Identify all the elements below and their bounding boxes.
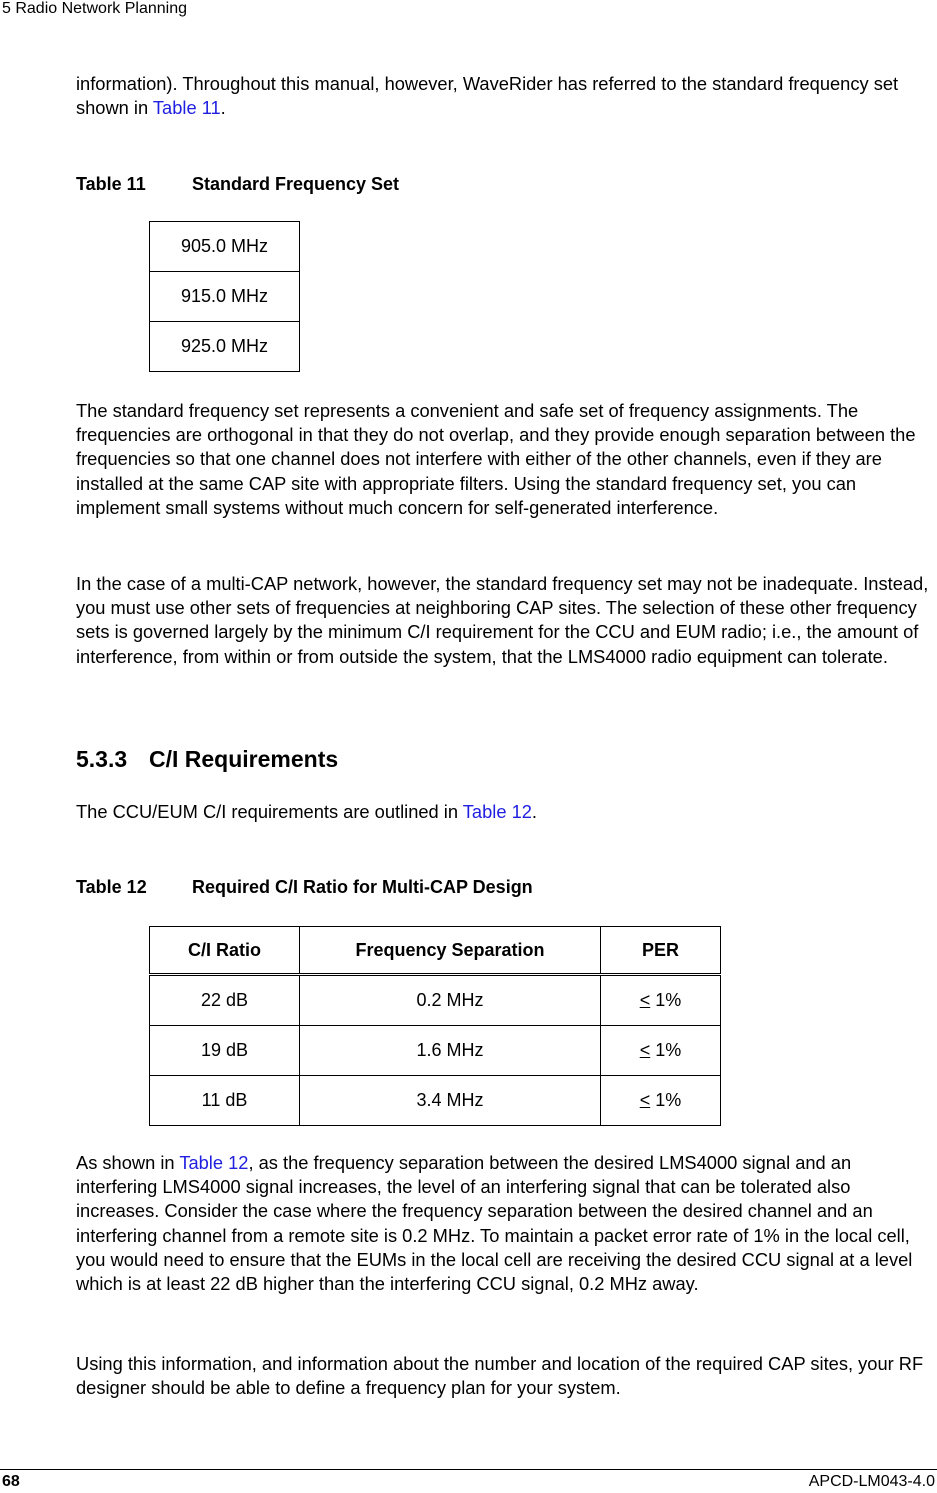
- frequency-cell: 915.0 MHz: [150, 272, 300, 322]
- paragraph-conclusion: Using this information, and information about the number and location of the required CAP sites, your RF designer should be able to define a frequency plan for your system.: [76, 1353, 924, 1399]
- per-cell: < 1%: [601, 1076, 721, 1126]
- document-id: APCD-LM043-4.0: [808, 1473, 935, 1490]
- frequency-cell: 905.0 MHz: [150, 222, 300, 272]
- running-header: 5 Radio Network Planning: [2, 0, 187, 17]
- table-row: [150, 272, 300, 322]
- table-row: [150, 975, 721, 1026]
- footer-rule: [0, 1469, 937, 1470]
- paragraph-intro: information). Throughout this manual, however, WaveRider has referred to the standard frequency set shown in Table 11.: [76, 73, 899, 119]
- ci-ratio-cell: 11 dB: [150, 1076, 300, 1126]
- per-cell: < 1%: [601, 975, 721, 1026]
- page-number: 68: [2, 1473, 20, 1490]
- section-title: C/I Requirements: [149, 746, 339, 772]
- column-header: PER: [601, 927, 721, 975]
- table-header-row: [150, 927, 721, 975]
- table-12-link[interactable]: Table 12: [462, 801, 532, 822]
- separation-cell: 0.2 MHz: [300, 975, 601, 1026]
- ci-ratio-table: [149, 926, 721, 1126]
- section-number: 5.3.3: [76, 746, 128, 772]
- column-header: C/I Ratio: [150, 927, 300, 975]
- paragraph-table-12-discussion: As shown in Table 12, as the frequency separation between the desired LMS4000 signal and an interfering LMS4000 signal increases, the level of an interfering signal that can be tolerated also increases. Consider the case where the frequency separation between the desired channel and an interfering channel from a remote site is 0.2 MHz. To maintain a packet error rate of 1% in the local cell, you would need to ensure that the EUMs in the local cell are receiving the desired CCU signal at a level which is at least 22 dB higher than the interfering CCU signal, 0.2 MHz away.: [76, 1152, 913, 1295]
- table-row: [150, 222, 300, 272]
- ci-ratio-cell: 19 dB: [150, 1026, 300, 1076]
- table-row: [150, 322, 300, 372]
- table-number: Table 11: [76, 174, 146, 194]
- table-11-caption: [76, 174, 399, 195]
- table-12-caption: [76, 877, 533, 898]
- table-number: Table 12: [76, 877, 147, 897]
- section-heading: [76, 746, 338, 773]
- paragraph-multi-cap: In the case of a multi-CAP network, however, the standard frequency set may not be inadequate. Instead, you must use other sets of frequencies at neighboring CAP sites. The selection of these other frequency sets is governed largely by the minimum C/I requirement for the CCU and EUM radio; i.e., the amount of interference, from within or from outside the system, that the LMS4000 radio equipment can tolerate.: [76, 573, 929, 667]
- separation-cell: 3.4 MHz: [300, 1076, 601, 1126]
- column-header: Frequency Separation: [300, 927, 601, 975]
- table-title: Standard Frequency Set: [192, 174, 400, 194]
- separation-cell: 1.6 MHz: [300, 1026, 601, 1076]
- standard-frequency-table: [149, 221, 300, 372]
- frequency-cell: 925.0 MHz: [150, 322, 300, 372]
- paragraph-standard-set: The standard frequency set represents a convenient and safe set of frequency assignments. The frequencies are orthogonal in that they do not overlap, and they provide enough separation between the frequencies so that one channel does not interfere with either of the other channels, even if they are installed at the same CAP site with appropriate filters. Using the standard frequency set, you can implement small systems without much concern for self-generated interference.: [76, 400, 916, 518]
- ci-ratio-cell: 22 dB: [150, 975, 300, 1026]
- table-12-link[interactable]: Table 12: [179, 1152, 249, 1173]
- table-row: [150, 1026, 721, 1076]
- table-11-link[interactable]: Table 11: [152, 97, 221, 119]
- per-cell: < 1%: [601, 1026, 721, 1076]
- table-row: [150, 1076, 721, 1126]
- table-title: Required C/I Ratio for Multi-CAP Design: [192, 877, 533, 897]
- paragraph-ci-intro: The CCU/EUM C/I requirements are outlined in Table 12.: [76, 801, 537, 822]
